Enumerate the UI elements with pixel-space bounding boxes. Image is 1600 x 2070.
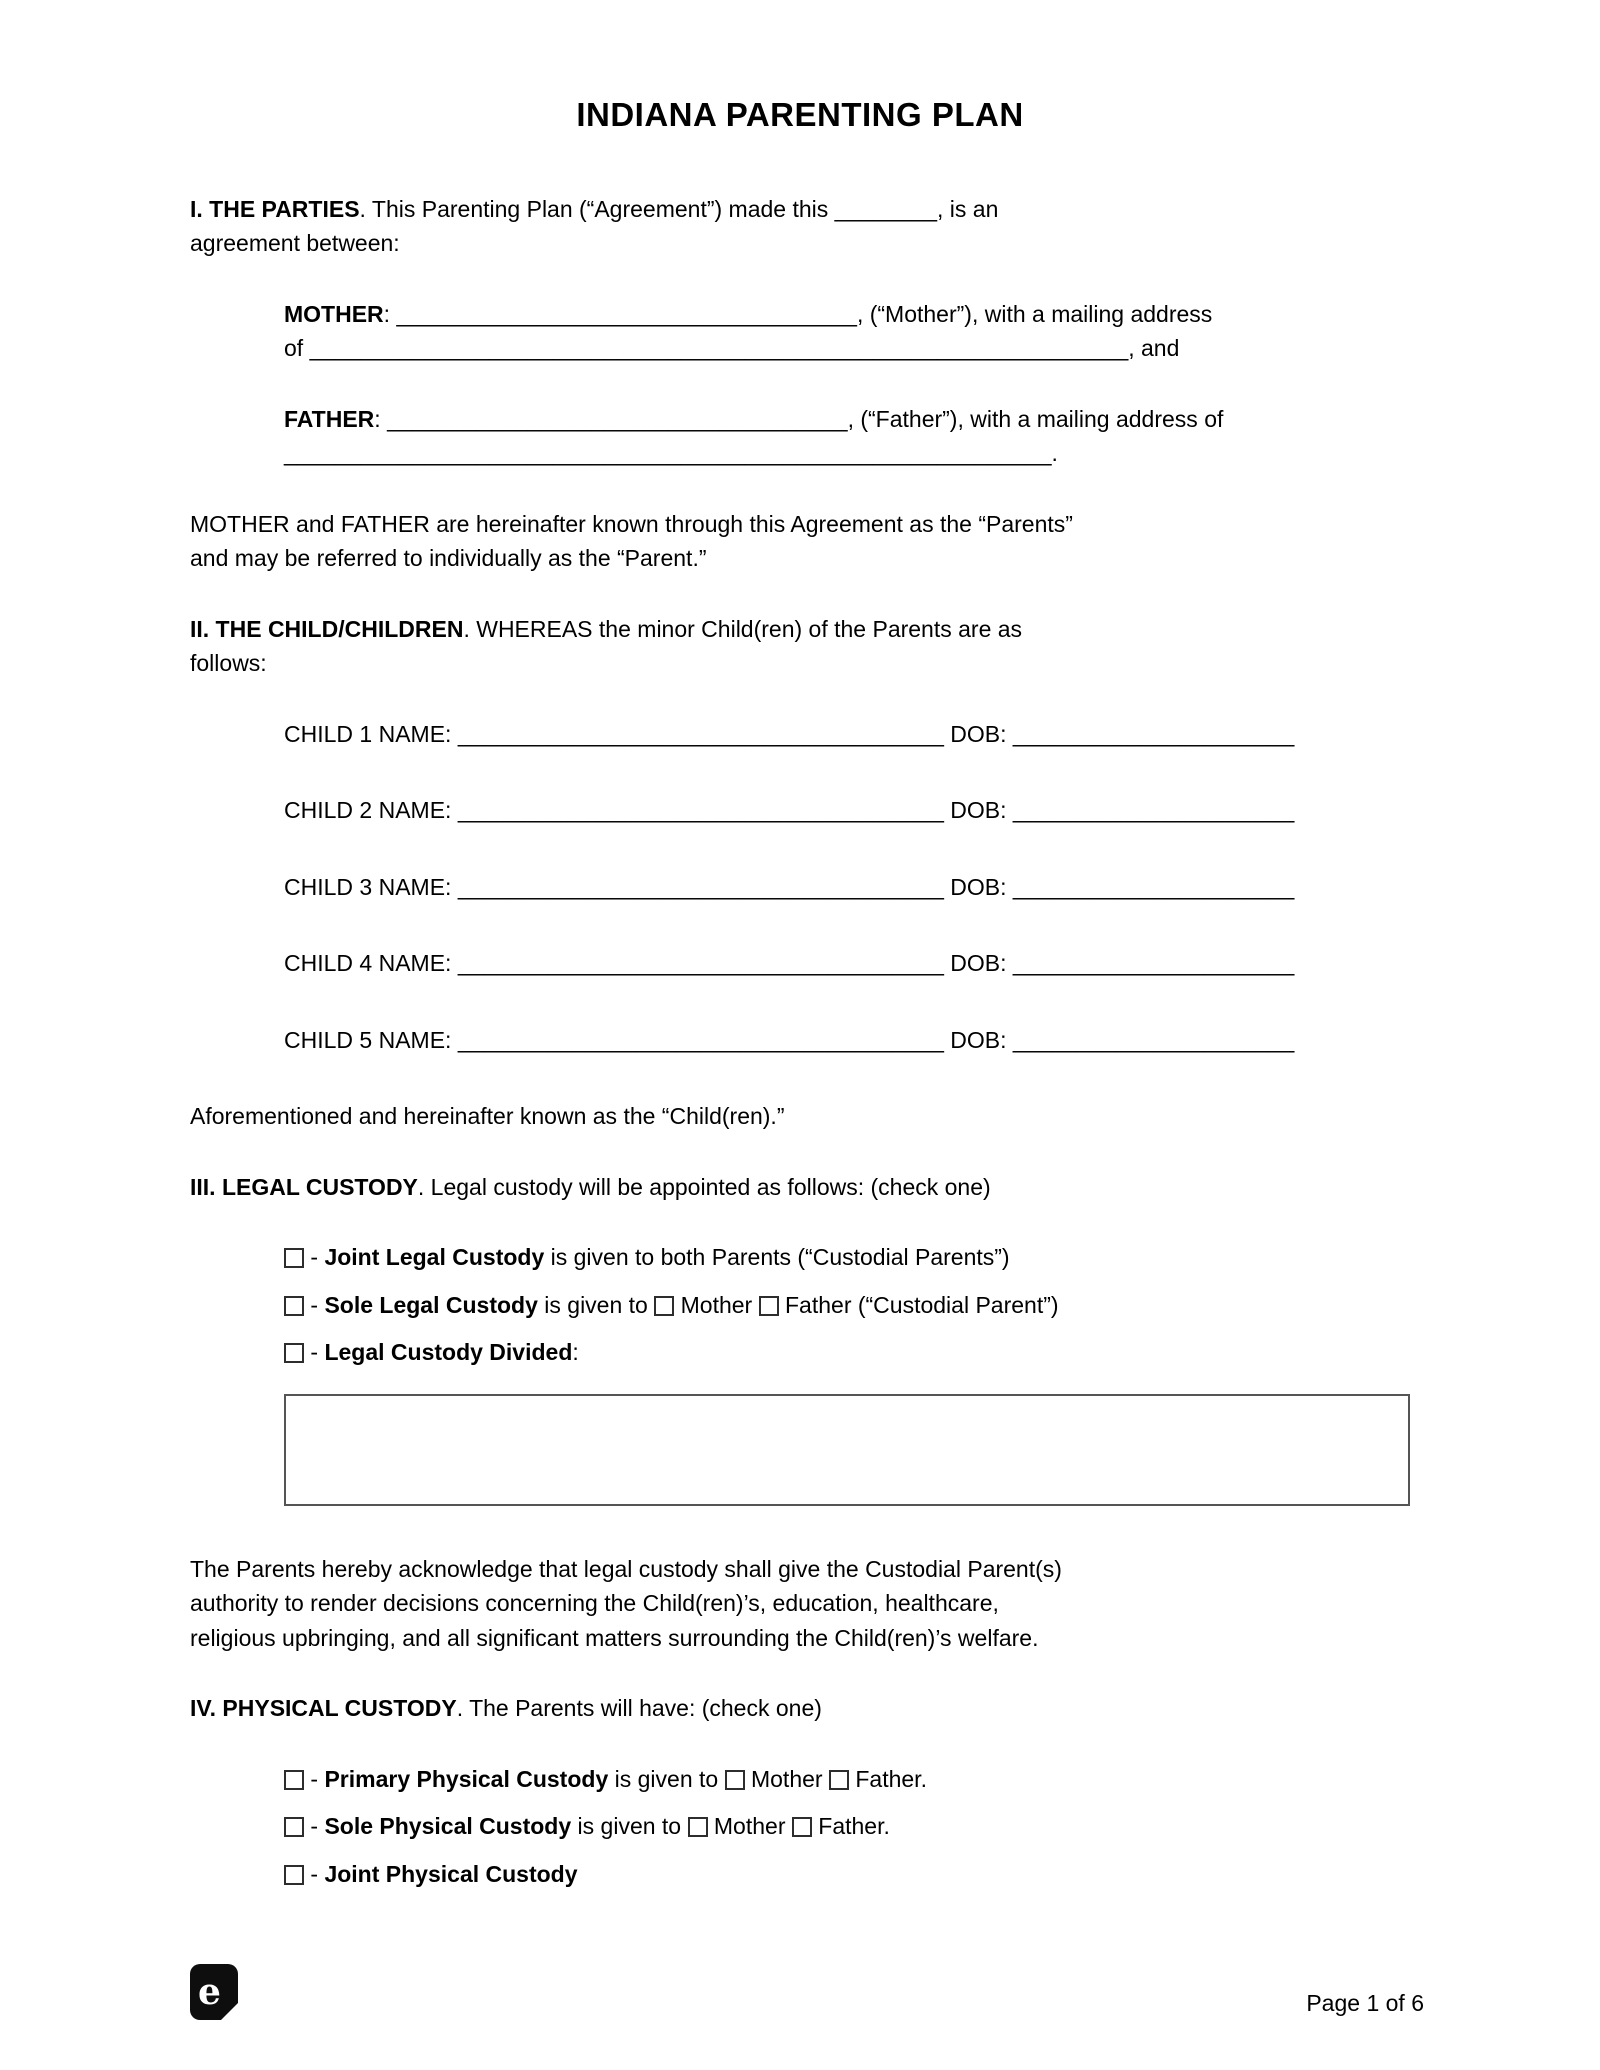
child-5-name-label: CHILD 5 NAME:	[284, 1026, 458, 1053]
child-1-row	[284, 717, 1410, 752]
child-5-dob-label: DOB:	[950, 1026, 1013, 1053]
option-sole-legal-custody	[284, 1288, 1410, 1323]
sole-legal-mother-label: Mother	[680, 1291, 753, 1318]
children-definition-note: Aforementioned and hereinafter known as the “Child(ren).”	[190, 1103, 785, 1129]
dash: -	[310, 1244, 319, 1270]
joint-physical-custody-checkbox[interactable]	[284, 1865, 304, 1885]
physical-custody-options	[190, 1762, 1410, 1892]
mother-name-blank[interactable]: ____________________________________	[396, 300, 857, 327]
dash: -	[310, 1339, 319, 1365]
children-intro-line2: follows:	[190, 650, 267, 676]
legal-custody-divided-label: Legal Custody Divided	[324, 1339, 573, 1365]
child-4-name-label: CHILD 4 NAME:	[284, 950, 458, 976]
father-after-name-text: , (“Father”), with a mailing address of	[847, 405, 1224, 432]
sole-legal-custody-checkbox[interactable]	[284, 1296, 304, 1316]
primary-physical-mother-checkbox[interactable]	[725, 1770, 745, 1790]
section-children-intro	[190, 612, 1410, 681]
child-4-dob-label: DOB:	[950, 950, 1013, 976]
option-primary-physical-custody	[284, 1762, 1410, 1797]
primary-physical-custody-text: is given to	[608, 1765, 725, 1792]
mother-clause	[284, 297, 1410, 366]
father-address-blank[interactable]: ____________________________________________________________	[284, 440, 1052, 466]
legal-custody-note-line1: The Parents hereby acknowledge that legal custody shall give the Custodial Parent(s)	[190, 1555, 1062, 1582]
primary-physical-mother-label: Mother	[750, 1765, 823, 1792]
child-1-dob-blank[interactable]: ______________________	[1012, 720, 1295, 747]
page-footer	[190, 1964, 1424, 2020]
child-1-dob-label: DOB:	[950, 720, 1013, 747]
parents-note-line1: MOTHER and FATHER are hereinafter known through this Agreement as the “Parents”	[190, 510, 1073, 537]
mother-after-name-text: , (“Mother”), with a mailing address	[856, 300, 1213, 327]
child-5-dob-blank[interactable]: ______________________	[1012, 1026, 1295, 1053]
child-1-name-blank[interactable]: ______________________________________	[457, 720, 944, 747]
joint-physical-custody-label: Joint Physical Custody	[324, 1860, 578, 1887]
option-joint-physical-custody	[284, 1857, 1410, 1892]
parties-intro-text-a: . This Parenting Plan (“Agreement”) made this	[359, 195, 835, 222]
child-2-dob-label: DOB:	[950, 797, 1013, 823]
option-sole-physical-custody	[284, 1809, 1410, 1844]
child-2-dob-blank[interactable]: ______________________	[1012, 797, 1295, 823]
sole-legal-father-label: Father (“Custodial Parent”)	[785, 1291, 1059, 1318]
mother-colon: :	[383, 300, 397, 327]
physical-custody-intro-text: . The Parents will have: (check one)	[456, 1695, 822, 1721]
joint-legal-custody-label: Joint Legal Custody	[324, 1244, 545, 1270]
page-number: Page 1 of 6	[1306, 1989, 1424, 2016]
child-3-name-label: CHILD 3 NAME:	[284, 873, 458, 900]
section-legal-custody-intro	[190, 1170, 1410, 1205]
option-joint-legal-custody	[284, 1240, 1410, 1275]
agreement-date-blank[interactable]: ________	[834, 195, 938, 222]
child-3-name-blank[interactable]: ______________________________________	[457, 873, 944, 900]
father-after-address-text: .	[1051, 440, 1058, 466]
dash: -	[310, 1860, 319, 1887]
sole-physical-custody-text: is given to	[571, 1813, 688, 1839]
mother-address-blank[interactable]: ________________________________________________________________	[309, 335, 1129, 361]
child-3-dob-label: DOB:	[950, 873, 1013, 900]
dash: -	[310, 1765, 319, 1792]
father-clause	[284, 402, 1410, 471]
sole-physical-custody-checkbox[interactable]	[284, 1817, 304, 1837]
legal-custody-note	[190, 1552, 1410, 1656]
sole-legal-custody-text: is given to	[537, 1291, 655, 1318]
child-1-name-label: CHILD 1 NAME:	[284, 720, 458, 747]
joint-legal-custody-text: is given to both Parents (“Custodial Parents”)	[544, 1244, 1010, 1270]
legal-custody-intro-text: . Legal custody will be appointed as follows: (check one)	[417, 1173, 991, 1200]
joint-legal-custody-checkbox[interactable]	[284, 1248, 304, 1268]
legal-custody-note-line2: authority to render decisions concerning the Child(ren)’s, education, healthcare,	[190, 1590, 999, 1616]
parents-note-line2: and may be referred to individually as the “Parent.”	[190, 545, 707, 571]
child-5-row	[284, 1023, 1410, 1058]
sole-legal-mother-checkbox[interactable]	[654, 1296, 674, 1316]
primary-physical-father-checkbox[interactable]	[829, 1770, 849, 1790]
dash: -	[310, 1813, 319, 1839]
child-4-dob-blank[interactable]: ______________________	[1012, 950, 1295, 976]
child-5-name-blank[interactable]: ______________________________________	[457, 1026, 944, 1053]
legal-custody-note-line3: religious upbringing, and all significant matters surrounding the Child(ren)’s welfare.	[190, 1624, 1039, 1651]
primary-physical-custody-label: Primary Physical Custody	[324, 1765, 609, 1792]
page-fold-icon	[221, 2003, 238, 2020]
mother-of-text: of	[284, 335, 310, 361]
section-parties-heading: I. THE PARTIES	[190, 195, 360, 222]
option-legal-custody-divided	[284, 1335, 1410, 1370]
parents-definition-note	[190, 507, 1410, 576]
child-2-name-blank[interactable]: ______________________________________	[457, 797, 944, 823]
sole-legal-father-checkbox[interactable]	[759, 1296, 779, 1316]
section-physical-custody-heading: IV. PHYSICAL CUSTODY	[190, 1695, 457, 1721]
section-legal-custody-heading: III. LEGAL CUSTODY	[190, 1173, 418, 1200]
child-3-row	[284, 870, 1410, 905]
child-4-name-blank[interactable]: ______________________________________	[457, 950, 944, 976]
child-2-name-label: CHILD 2 NAME:	[284, 797, 458, 823]
sole-physical-custody-label: Sole Physical Custody	[324, 1813, 572, 1839]
mother-label: MOTHER	[284, 300, 384, 327]
document-title: INDIANA PARENTING PLAN	[576, 96, 1024, 133]
section-parties-intro	[190, 192, 1410, 261]
dash: -	[310, 1291, 319, 1318]
sole-legal-custody-label: Sole Legal Custody	[324, 1291, 538, 1318]
section-physical-custody-intro	[190, 1691, 1410, 1726]
eforms-logo[interactable]	[190, 1964, 238, 2020]
children-intro-line1: . WHEREAS the minor Child(ren) of the Parents are as	[463, 615, 1023, 642]
father-name-blank[interactable]: ____________________________________	[387, 405, 848, 432]
sole-physical-father-checkbox[interactable]	[792, 1817, 812, 1837]
child-4-row	[284, 946, 1410, 981]
primary-physical-father-label: Father.	[855, 1765, 927, 1792]
child-2-row	[284, 793, 1410, 828]
legal-custody-divided-text: :	[572, 1339, 579, 1365]
parties-intro-text-b: , is an	[937, 195, 999, 222]
sole-physical-mother-label: Mother	[713, 1813, 786, 1839]
legal-custody-divided-textbox[interactable]	[284, 1394, 1410, 1506]
parties-intro-line2: agreement between:	[190, 230, 400, 256]
sole-physical-father-label: Father.	[818, 1813, 890, 1839]
legal-custody-options	[190, 1240, 1410, 1370]
primary-physical-custody-checkbox[interactable]	[284, 1770, 304, 1790]
eforms-logo-letter: e	[198, 1971, 221, 2013]
mother-after-address-text: , and	[1128, 335, 1180, 361]
child-3-dob-blank[interactable]: ______________________	[1012, 873, 1295, 900]
legal-custody-divided-checkbox[interactable]	[284, 1343, 304, 1363]
father-colon: :	[374, 405, 388, 432]
father-label: FATHER	[284, 405, 375, 432]
sole-physical-mother-checkbox[interactable]	[688, 1817, 708, 1837]
section-children-heading: II. THE CHILD/CHILDREN	[190, 615, 464, 642]
